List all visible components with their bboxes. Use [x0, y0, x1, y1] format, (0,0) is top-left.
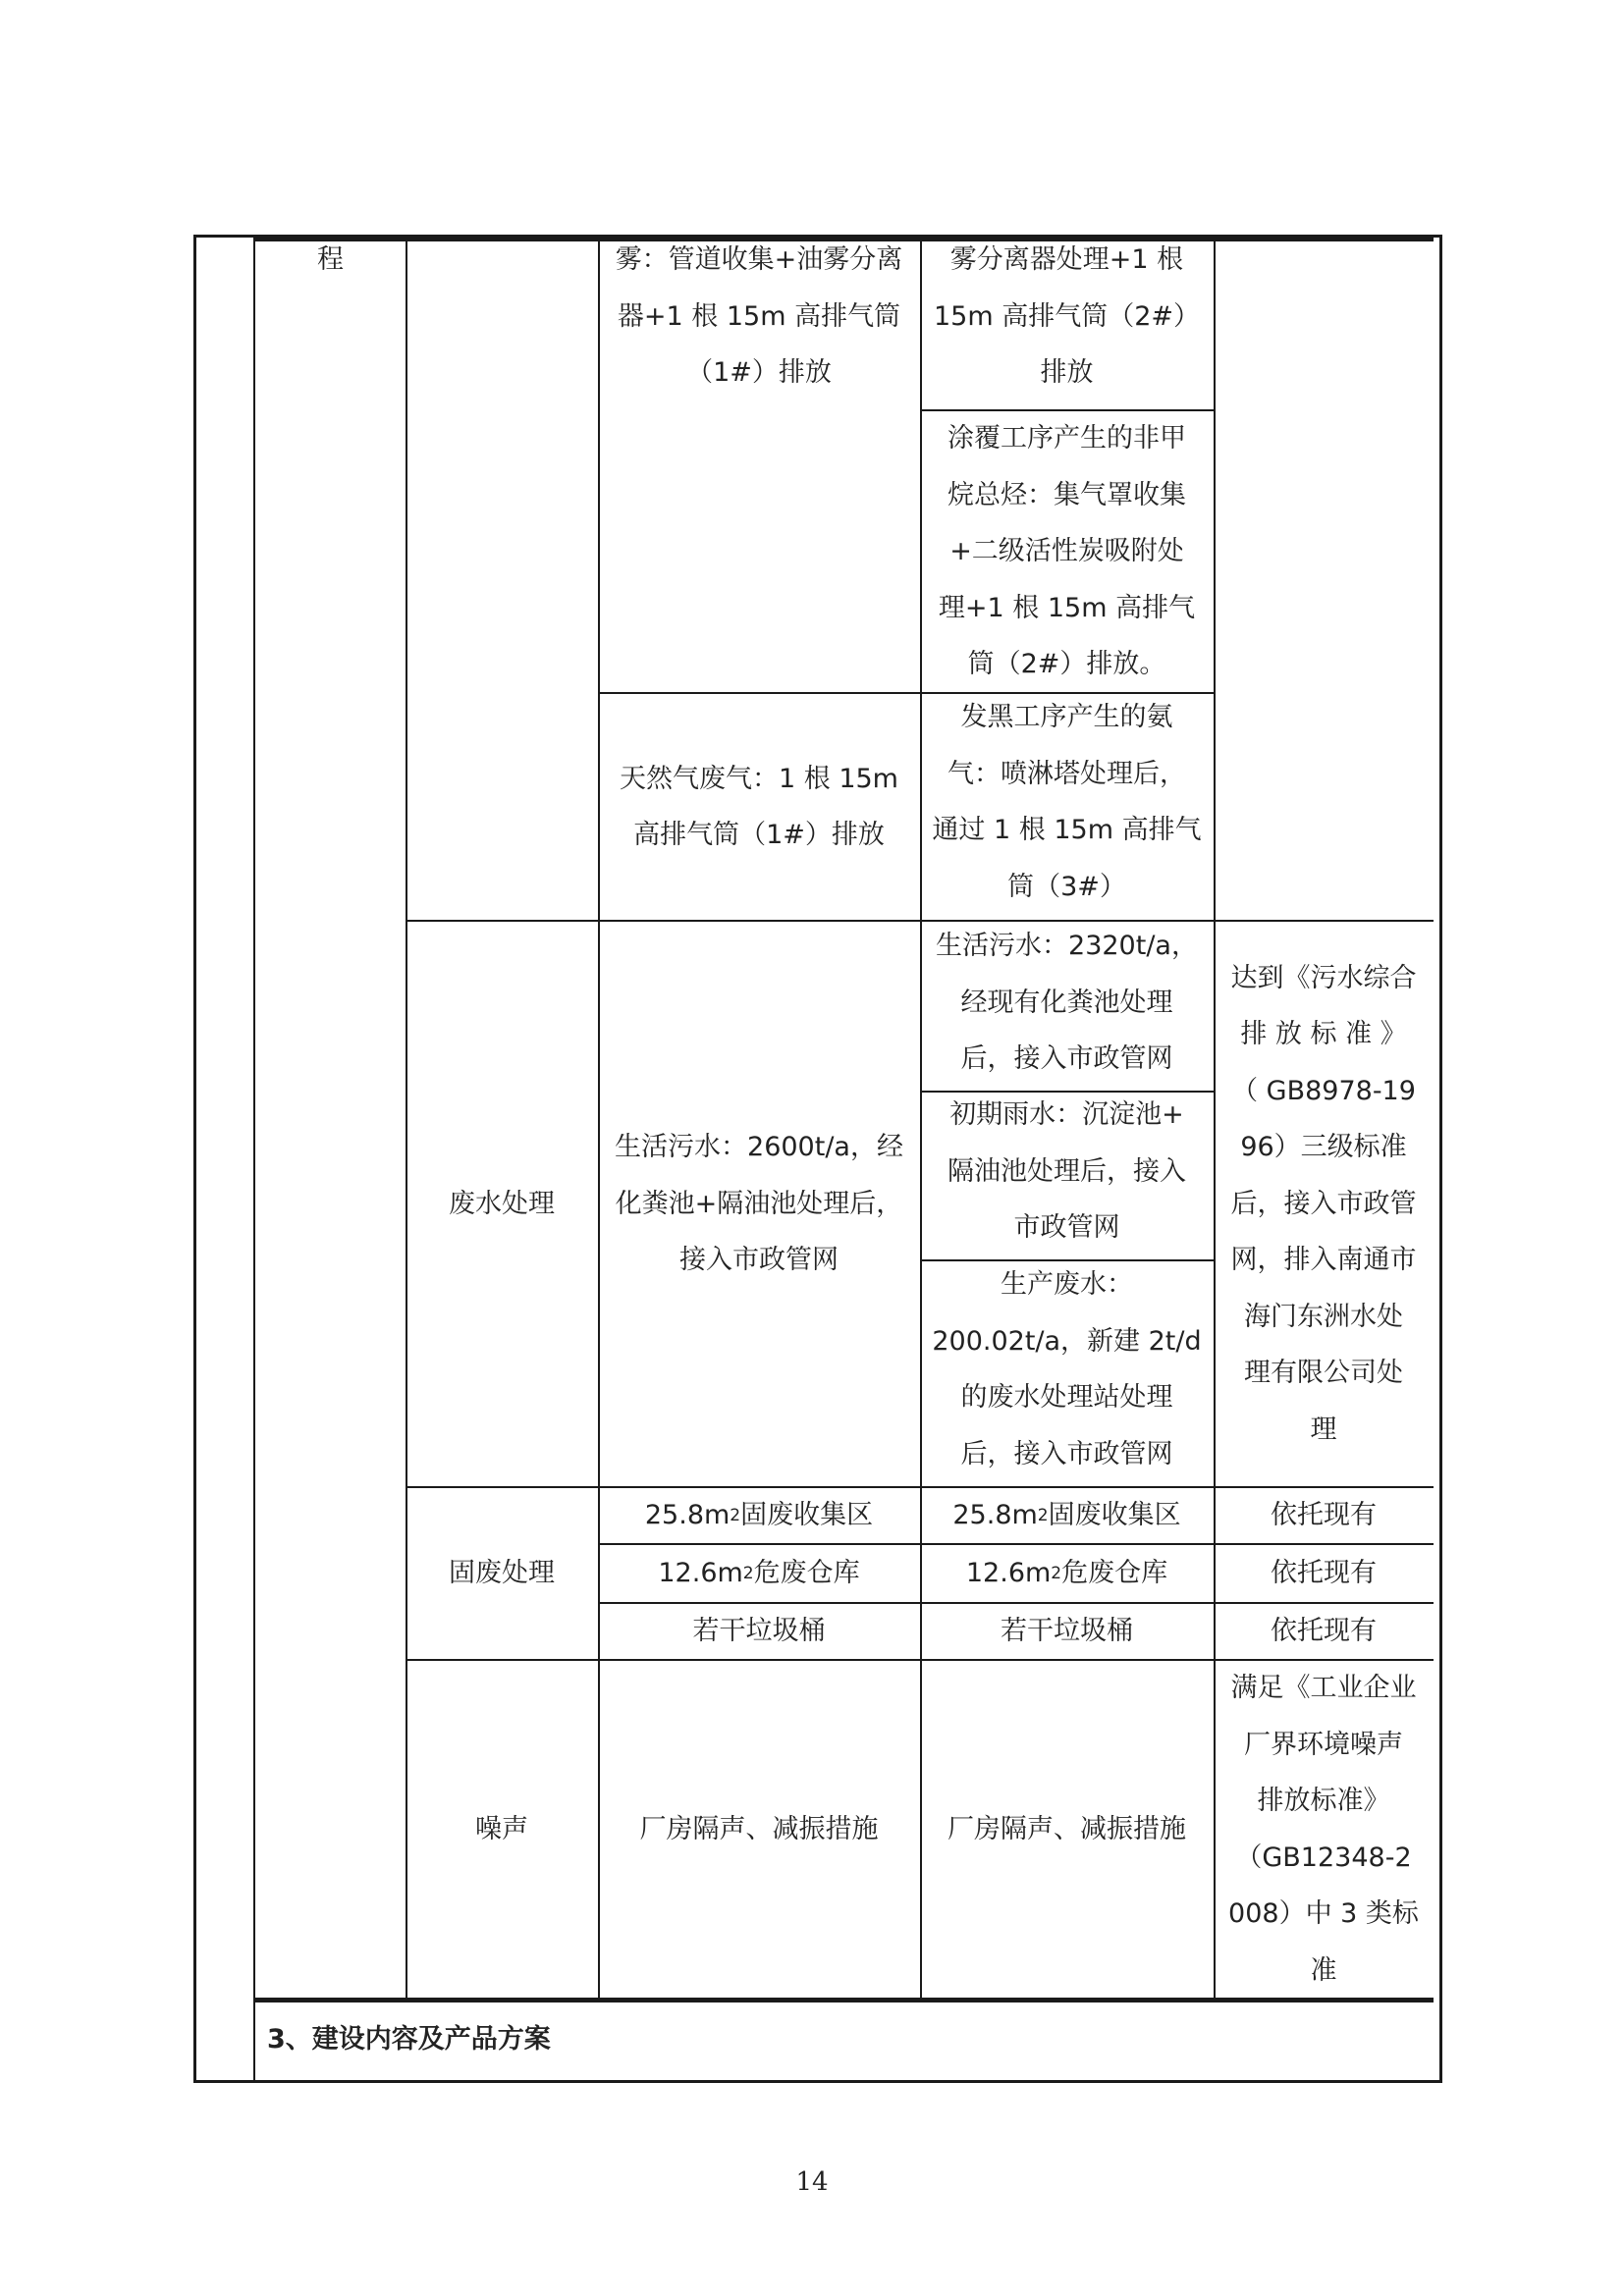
table-bottom-border [255, 1998, 1434, 2002]
wastewater-existing: 生活污水：2600t/a，经 化粪池+隔油池处理后， 接入市政管网 [615, 1132, 903, 1276]
solid-waste-label: 固废处理 [449, 1558, 555, 1589]
air-existing-1: 雾：管道收集+油雾分离 器+1 根 15m 高排气筒 （1#）排放 [615, 244, 903, 388]
noise-standard: 满足《工业企业 厂界环境噪声 排放标准》 （GB12348-2 008）中 3 类标 准 [1228, 1673, 1419, 1986]
solid-existing-3: 若干垃圾桶 [692, 1616, 826, 1647]
wastewater-standard: 达到《污水综合 排 放 标 准 》 （ GB8978-19 96）三级标准 后，接入市政管 网，排入南通市 海门东洲水处 理有限公司处 理 [1230, 962, 1417, 1445]
wastewater-label: 废水处理 [449, 1188, 555, 1219]
solid-new-2: 12.6m 2 危废仓库 [965, 1558, 1168, 1589]
solid-std-1: 依托现有 [1271, 1500, 1377, 1531]
category-tail-text: 程 [317, 244, 344, 275]
air-new-3: 发黑工序产生的氨 气：喷淋塔处理后， 通过 1 根 15m 高排气 筒（3#） [932, 702, 1202, 902]
wastewater-new-production: 生产废水： 200.02t/a，新建 2t/d 的废水处理站处理 后，接入市政管网 [932, 1269, 1202, 1469]
page-number: 14 [795, 2167, 829, 2197]
air-existing-3: 天然气废气：1 根 15m 高排气筒（1#）排放 [619, 763, 898, 850]
solid-new-3: 若干垃圾桶 [1001, 1616, 1133, 1647]
noise-existing: 厂房隔声、减振措施 [639, 1813, 879, 1844]
solid-new-1: 25.8m 2 固废收集区 [952, 1500, 1181, 1531]
solid-std-2: 依托现有 [1271, 1558, 1377, 1589]
solid-existing-2: 12.6m 2 危废仓库 [658, 1558, 860, 1589]
air-new-2: 涂覆工序产生的非甲 烷总烃：集气罩收集 +二级活性炭吸附处 理+1 根 15m 高排气 筒（2#）排放。 [938, 423, 1196, 680]
wastewater-new-domestic: 生活污水：2320t/a， 经现有化粪池处理 后，接入市政管网 [936, 931, 1198, 1075]
noise-label: 噪声 [475, 1813, 528, 1844]
section-heading: 3、建设内容及产品方案 [267, 2024, 551, 2055]
solid-std-3: 依托现有 [1271, 1616, 1377, 1647]
wastewater-new-rain: 初期雨水：沉淀池+ 隔油池处理后，接入 市政管网 [947, 1099, 1186, 1244]
left-margin-divider [253, 235, 255, 2083]
air-new-1: 雾分离器处理+1 根 15m 高排气筒（2#） 排放 [933, 244, 1201, 388]
noise-new: 厂房隔声、减振措施 [947, 1813, 1186, 1844]
solid-existing-1: 25.8m 2 固废收集区 [644, 1500, 874, 1531]
